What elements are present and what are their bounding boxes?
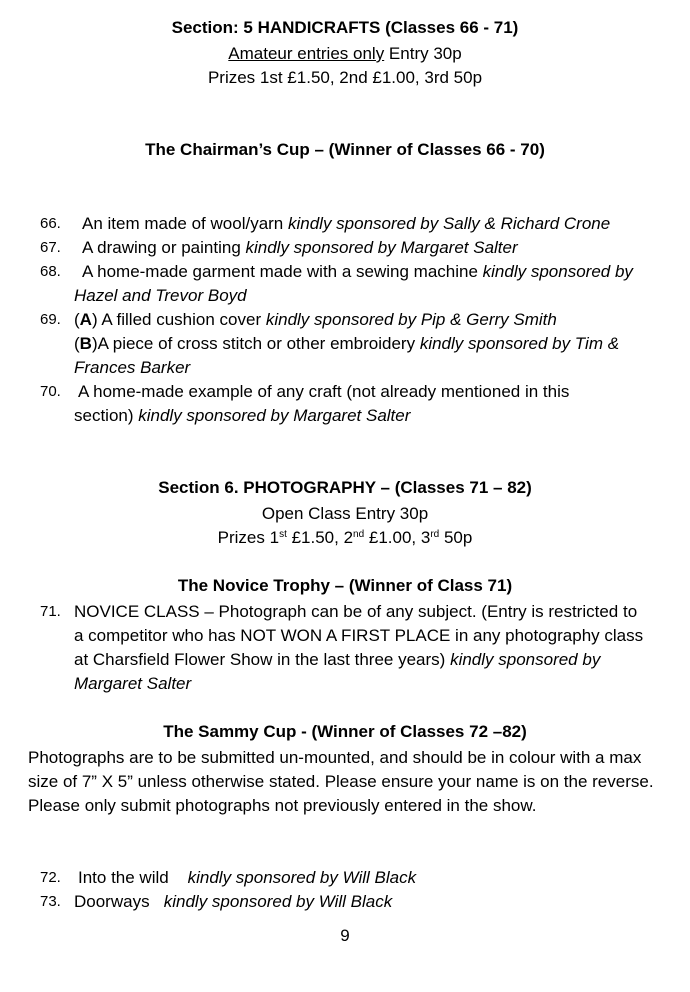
class-description: An item made of wool/yarn [82,214,288,233]
class-number: 67. [40,239,61,256]
class-description: A home-made example of any craft (not already mentioned in this section) [74,382,570,425]
class-description: A drawing or painting [82,238,246,257]
class-number: 70. [40,383,61,400]
option-a-sponsor: kindly sponsored by Pip & Gerry Smith [265,310,557,329]
prize-text: £1.50, 2 [286,528,354,547]
amateur-note: Amateur entries only [228,44,385,63]
page-number: 9 [340,926,350,945]
class-text [74,890,654,914]
class-text [74,380,614,428]
class-text [78,866,658,890]
class-text [82,236,662,260]
class-sponsor: kindly sponsored by Sally & Richard Crone [287,214,611,233]
class-number: 66. [40,215,61,232]
option-b-sponsor: kindly sponsored by Tim & Frances Barker [74,334,620,377]
ordinal-suffix: nd [353,529,365,540]
class-description: Into the wild [78,868,188,887]
class-text-a: (A) A filled cushion cover kindly sponsored by Pip & Gerry Smith [74,310,557,329]
class-description: Doorways [74,892,164,911]
option-a-description: A filled cushion cover [97,310,266,329]
class-sponsor: kindly sponsored by Margaret Salter [138,406,411,425]
sammy-cup-heading: The Sammy Cup - (Winner of Classes 72 –82) [163,722,527,741]
section5-entry [0,42,690,66]
section6-open-class: Open Class Entry 30p [261,504,429,523]
section5-heading: Section: 5 HANDICRAFTS (Classes 66 - 71) [171,18,519,37]
novice-trophy-heading: The Novice Trophy – (Winner of Class 71) [177,576,513,595]
option-a-label: A [79,310,92,329]
class-sponsor: kindly sponsored by Will Black [187,868,417,887]
section5-prizes: Prizes 1st £1.50, 2nd £1.00, 3rd 50p [207,68,483,87]
class-sponsor: kindly sponsored by Margaret Salter [245,238,518,257]
option-b-description: A piece of cross stitch or other embroidery [97,334,420,353]
class-sponsor: kindly sponsored by Will Black [163,892,393,911]
photo-note: Photographs are to be submitted un-mounted, and should be in colour with a max size of 7” X 5” unless otherwise stated. Please ensure your name is on the reverse. Please only submit photographs not previously entered in the show. [28,748,654,815]
option-b-label: B [79,334,92,353]
class-text [82,212,662,236]
class-number: 69. [40,311,61,328]
class-sponsor: kindly sponsored by Hazel and Trevor Boyd [74,262,633,305]
prize-text: £1.00, 3 [364,528,431,547]
entry-fee: Entry 30p [384,44,462,63]
class-number: 72. [40,869,61,886]
class-number: 68. [40,263,61,280]
ordinal-suffix: rd [430,529,440,540]
ordinal-suffix: st [279,529,287,540]
section6-prizes [0,526,690,550]
class-description: NOVICE CLASS – Photograph can be of any subject. (Entry is restricted to a competitor who has NOT WON A FIRST PLACE in any photography class at Charsfield Flower Show in the last three years) [74,602,644,669]
section6-heading: Section 6. PHOTOGRAPHY – (Classes 71 – 82) [158,478,532,497]
prize-text: Prizes 1 [217,528,280,547]
chairmans-cup-heading: The Chairman’s Cup – (Winner of Classes 66 - 70) [145,140,545,159]
class-number: 71. [40,603,61,620]
class-text [74,600,646,696]
prize-text: 50p [439,528,473,547]
class-description: A home-made garment made with a sewing machine [82,262,483,281]
class-number: 73. [40,893,61,910]
class-text [74,260,654,308]
class-sponsor: kindly sponsored by Margaret Salter [74,650,601,693]
class-text-b: (B)A piece of cross stitch or other embroidery kindly sponsored by Tim & Frances Barker [74,334,620,377]
